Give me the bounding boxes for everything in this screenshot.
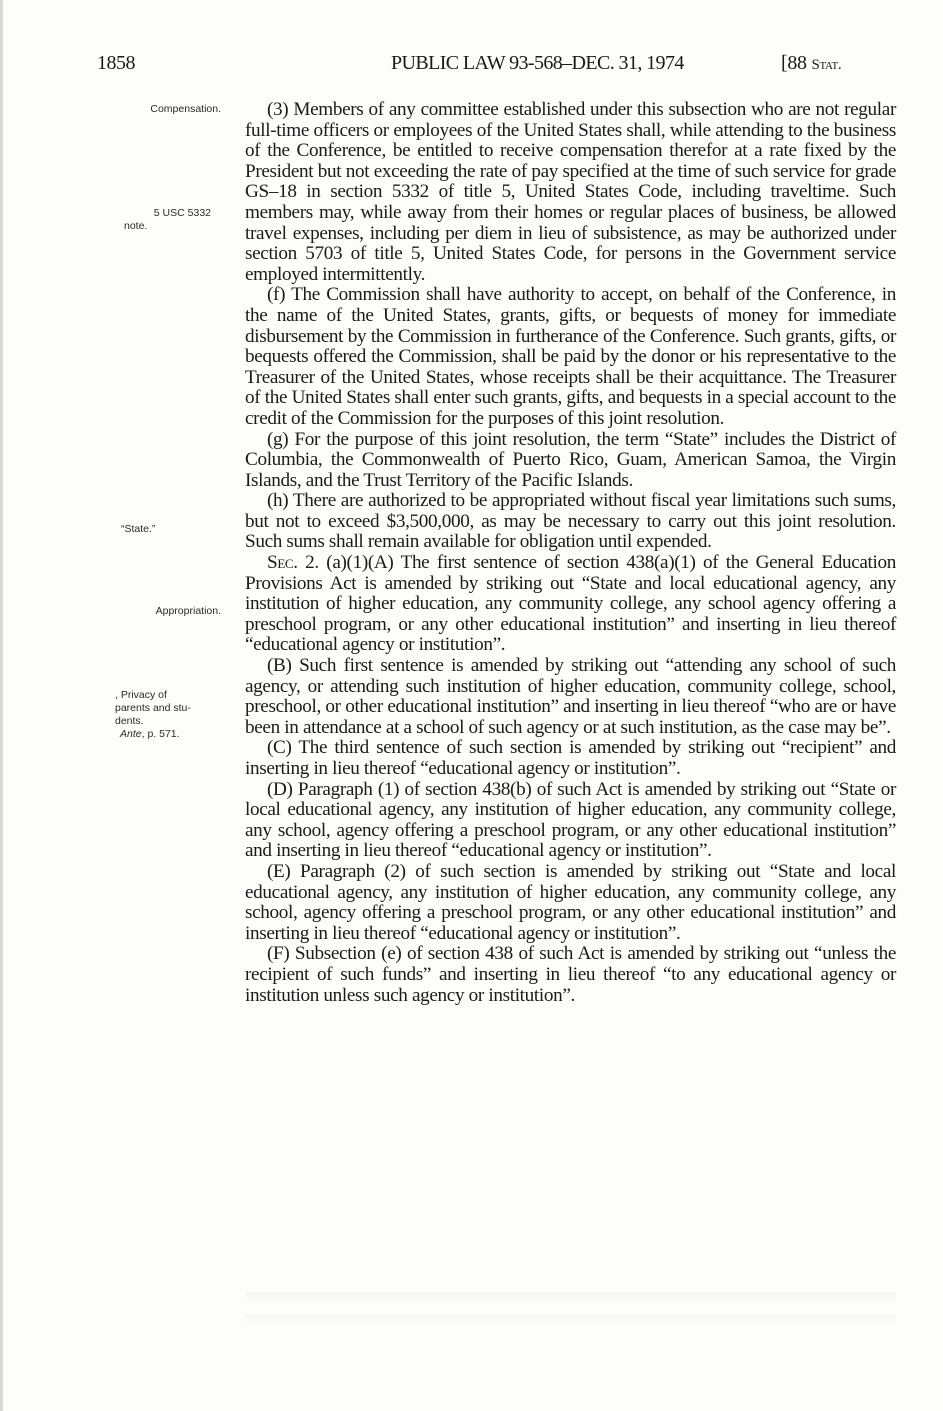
- bleed-through: [245, 1314, 896, 1324]
- margin-note-usc: [91, 207, 221, 233]
- margin-note-text: “State.”: [121, 523, 156, 535]
- paragraph-h: (h) There are authorized to be appropriated without fiscal year limitations such sums, but not to exceed $3,500,000, as may be necessary to carry out this joint resolution. Such sums shall remain available for obligation until expended.: [245, 490, 896, 553]
- margin-note-text: Compensation.: [150, 103, 221, 115]
- stat-label: Stat.: [811, 57, 842, 73]
- margin-note-italic: Ante: [120, 728, 142, 740]
- margin-note-line: , p. 571.: [141, 728, 180, 740]
- paragraph-B: (B) Such first sentence is amended by striking out “attending any school of such agency, or attending such institution of higher education, community college, school, preschool, or other educational institution” and inserting in lieu thereof “who are or have been in attendance at a school of such agency or at such institution, as the case may be”.: [245, 655, 896, 738]
- margin-note-compensation: [91, 103, 221, 116]
- paragraph-f: (f) The Commission shall have authority to accept, on behalf of the Conference, in the name of the United States, grants, gifts, or bequests of money for immediate disbursement by the Commission in furtherance of the Conference. Such grants, gifts, or bequests offered the Commission, shall be paid by the donor or his representative to the Treasurer of the United States, whose receipts shall be their acquittance. The Treasurer of the United States shall enter such grants, gifts, and bequests in a special account to the credit of the Commission for the purposes of this joint resolution.: [245, 284, 896, 429]
- margin-note-line: parents and stu-: [115, 702, 191, 714]
- margin-note-text: Appropriation.: [155, 605, 221, 617]
- running-title: PUBLIC LAW 93-568–DEC. 31, 1974: [391, 52, 684, 74]
- margin-note-state: [91, 523, 221, 536]
- margin-note-appropriation: [91, 605, 221, 618]
- margin-note-ante: [115, 728, 225, 741]
- margin-note-line: 5 USC 5332: [153, 207, 211, 219]
- paragraph-g: (g) For the purpose of this joint resolution, the term “State” includes the District of Columbia, the Commonwealth of Puerto Rico, Guam, American Samoa, the Virgin Islands, and the Trust Territory of the Pacific Islands.: [245, 428, 896, 491]
- margin-note-line: , Privacy of: [115, 689, 167, 701]
- paragraph-F: (F) Subsection (e) of section 438 of such Act is amended by striking out “unless the recipient of such funds” and inserting in lieu thereof “to any educational agency or institution unless such agency or institution”.: [245, 943, 896, 1006]
- body-text: [245, 100, 896, 1006]
- section-label: Sec.: [267, 552, 298, 574]
- page-number: 1858: [97, 52, 135, 74]
- paragraph-e3: (3) Members of any committee established under this subsection who are not regular full-time officers or employees of the United States shall, while attending to the business of the Conference, be entitled to receive compensation therefor at a rate fixed by the President but not exceeding the rate of pay specified at the time of such service for grade GS–18 in section 5332 of title 5, United States Code, including traveltime. Such members may, while away from their homes or regular places of business, be allowed travel expenses, including per diem in lieu of subsistence, as may be authorized under section 5703 of title 5, United States Code, for persons in the Government service employed intermittently.: [245, 99, 896, 285]
- bleed-through: [245, 1292, 896, 1302]
- page-header: [3, 52, 943, 82]
- paragraph-text: 2. (a)(1)(A) The first sentence of section 438(a)(1) of the General Education Provisions Act is amended by striking out “State and local educational agency, any institution of higher education, any community college, any school agency offering a preschool program, or any other educational institution” and inserting in lieu thereof “educational agency or institution”.: [245, 552, 896, 656]
- stat-volume: [88: [781, 52, 807, 74]
- paragraph-C: (C) The third sentence of such section is amended by striking out “recipient” and inserting in lieu thereof “educational agency or institution”.: [245, 737, 896, 779]
- paragraph-sec2-a: [245, 553, 896, 656]
- margin-note-privacy: [115, 689, 225, 741]
- paragraph-E: (E) Paragraph (2) of such section is amended by striking out “State and local educational agency, any institution of higher education, any community college, any school, agency offering a preschool program, or any other educational institution” and inserting in lieu thereof “educational agency or institution”.: [245, 860, 896, 944]
- margin-note-line: dents.: [115, 715, 144, 727]
- statute-reference: [781, 52, 841, 75]
- paragraph-D: (D) Paragraph (1) of section 438(b) of such Act is amended by striking out “State or local educational agency, any institution of higher education, any community college, any school, agency offering a preschool program, or any other educational institution” and inserting in lieu thereof “educational agency or institution”.: [245, 778, 896, 862]
- margin-note-line: note.: [124, 220, 148, 232]
